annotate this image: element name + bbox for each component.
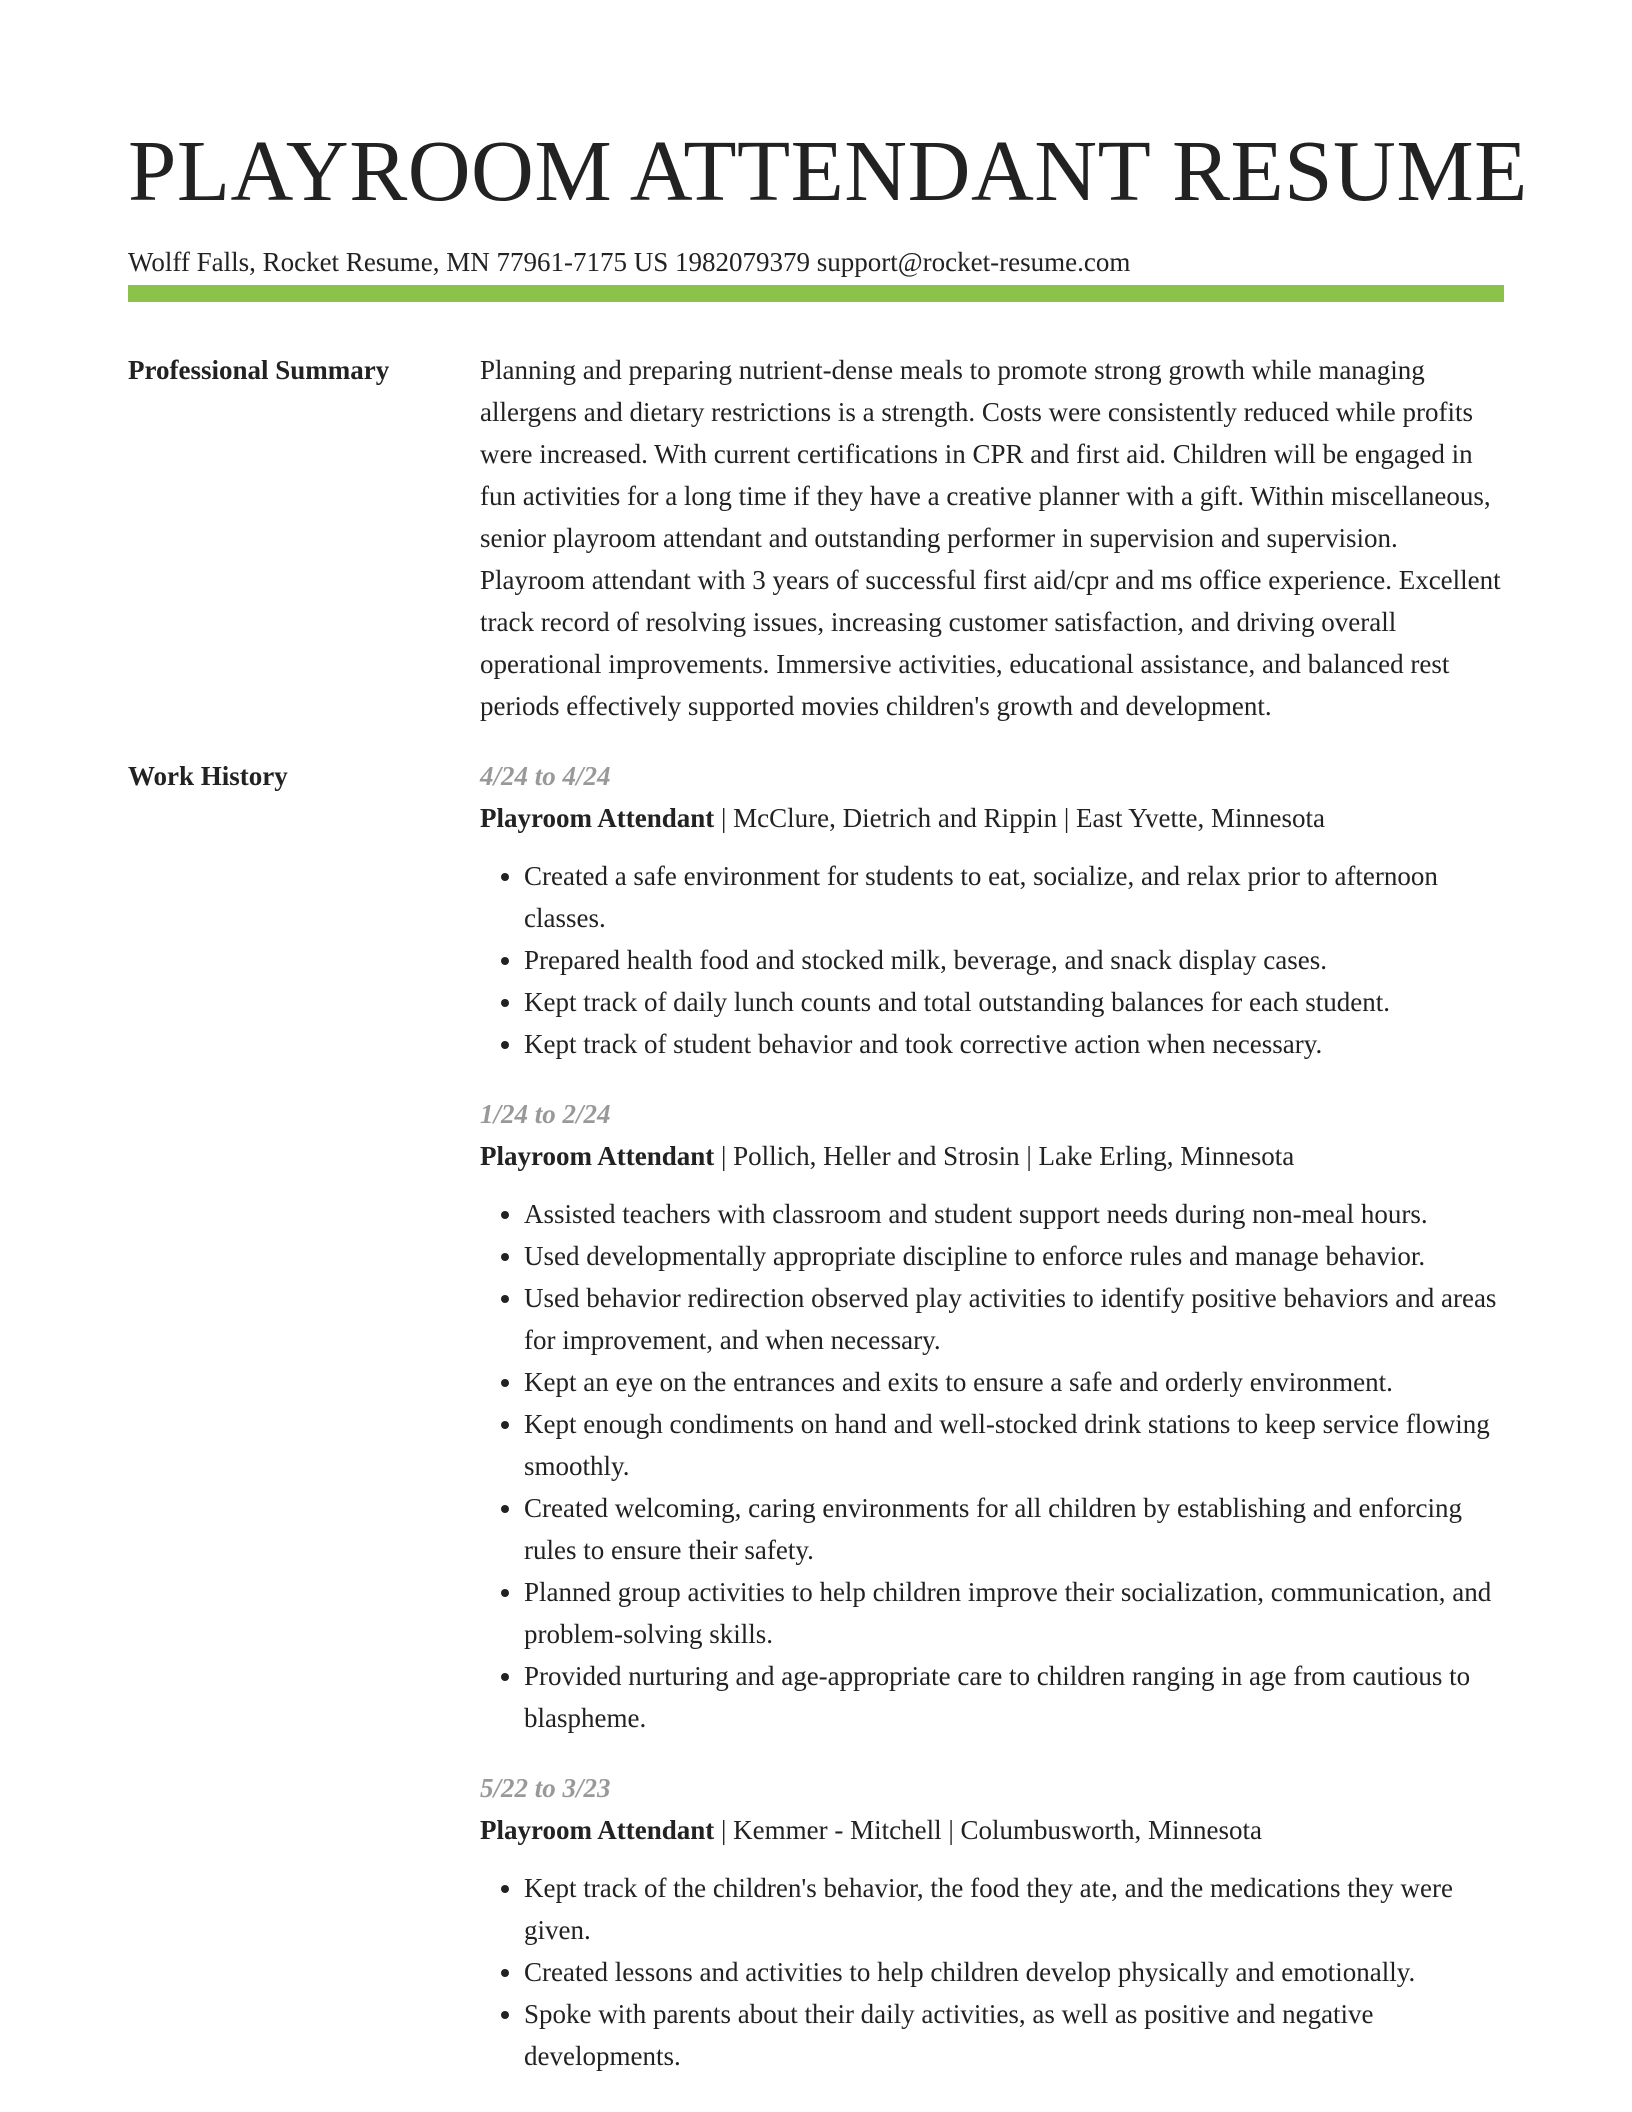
job-entry [480, 1093, 1504, 1739]
work-history-body [480, 755, 1504, 2105]
section-label-summary: Professional Summary [128, 355, 390, 385]
job-title: Playroom Attendant [480, 1815, 715, 1845]
job-dates: 4/24 to 4/24 [480, 761, 611, 791]
job-title: Playroom Attendant [480, 1141, 715, 1171]
accent-divider [128, 285, 1504, 302]
job-duty-item: • Used behavior redirection observed play activities to identify positive behaviors and areas for improvement, and when necessary. [524, 1277, 1504, 1361]
job-duty-item: • Prepared health food and stocked milk, beverage, and snack display cases. [524, 939, 1504, 981]
job-header [480, 1809, 1504, 1851]
summary-text: Planning and preparing nutrient-dense meals to promote strong growth while managing allergens and dietary restrictions is a strength. Costs were consistently reduced while profits were increased. With current certifications in CPR and first aid. Children will be engaged in fun activities for a long time if they have a creative planner with a gift. Within miscellaneous, senior playroom attendant and outstanding performer in supervision and supervision. Playroom attendant with 3 years of successful first aid/cpr and ms office experience. Excellent track record of resolving issues, increasing customer satisfaction, and driving overall operational improvements. Immersive activities, educational assistance, and balanced rest periods effectively supported movies children's growth and development. [480, 355, 1501, 721]
resume-content [128, 349, 1504, 2105]
job-duty-item: • Planned group activities to help children improve their socialization, communication, and problem-solving skills. [524, 1571, 1504, 1655]
job-duty-item: • Kept track of the children's behavior, the food they ate, and the medications they were given. [524, 1867, 1504, 1951]
job-dates: 5/22 to 3/23 [480, 1773, 611, 1803]
job-duty-item: • Assisted teachers with classroom and student support needs during non-meal hours. [524, 1193, 1504, 1235]
professional-summary-section [128, 349, 1504, 727]
job-duty-item: • Created a safe environment for students to eat, socialize, and relax prior to afternoon classes. [524, 855, 1504, 939]
job-duty-item: • Used developmentally appropriate discipline to enforce rules and manage behavior. [524, 1235, 1504, 1277]
job-duty-item: • Kept an eye on the entrances and exits to ensure a safe and orderly environment. [524, 1361, 1504, 1403]
job-duties-list [480, 855, 1504, 1065]
resume-title: PLAYROOM ATTENDANT RESUME [128, 122, 1528, 219]
job-entry [480, 755, 1504, 1065]
job-entry [480, 1767, 1504, 2077]
summary-body [480, 349, 1504, 727]
job-header [480, 1135, 1504, 1177]
job-dates: 1/24 to 2/24 [480, 1099, 611, 1129]
job-employer-location: | Kemmer - Mitchell | Columbusworth, Minnesota [714, 1815, 1262, 1845]
contact-info: Wolff Falls, Rocket Resume, MN 77961-7175 US 1982079379 support@rocket-resume.com [128, 247, 1131, 277]
job-duty-item: • Created lessons and activities to help children develop physically and emotionally. [524, 1951, 1504, 1993]
job-duties-list [480, 1193, 1504, 1739]
job-duties-list [480, 1867, 1504, 2077]
job-duty-item: • Provided nurturing and age-appropriate care to children ranging in age from cautious to blaspheme. [524, 1655, 1504, 1739]
section-label-work-history: Work History [128, 761, 288, 791]
job-duty-item: • Kept track of student behavior and took corrective action when necessary. [524, 1023, 1504, 1065]
job-duty-item: • Spoke with parents about their daily activities, as well as positive and negative developments. [524, 1993, 1504, 2077]
resume-header [128, 118, 1528, 280]
job-duty-item: • Kept enough condiments on hand and well-stocked drink stations to keep service flowing smoothly. [524, 1403, 1504, 1487]
job-duty-item: • Created welcoming, caring environments for all children by establishing and enforcing rules to ensure their safety. [524, 1487, 1504, 1571]
job-title: Playroom Attendant [480, 803, 715, 833]
work-history-section [128, 755, 1504, 2105]
job-duty-item: • Kept track of daily lunch counts and total outstanding balances for each student. [524, 981, 1504, 1023]
job-employer-location: | Pollich, Heller and Strosin | Lake Erling, Minnesota [714, 1141, 1295, 1171]
job-employer-location: | McClure, Dietrich and Rippin | East Yvette, Minnesota [714, 803, 1325, 833]
job-header [480, 797, 1504, 839]
